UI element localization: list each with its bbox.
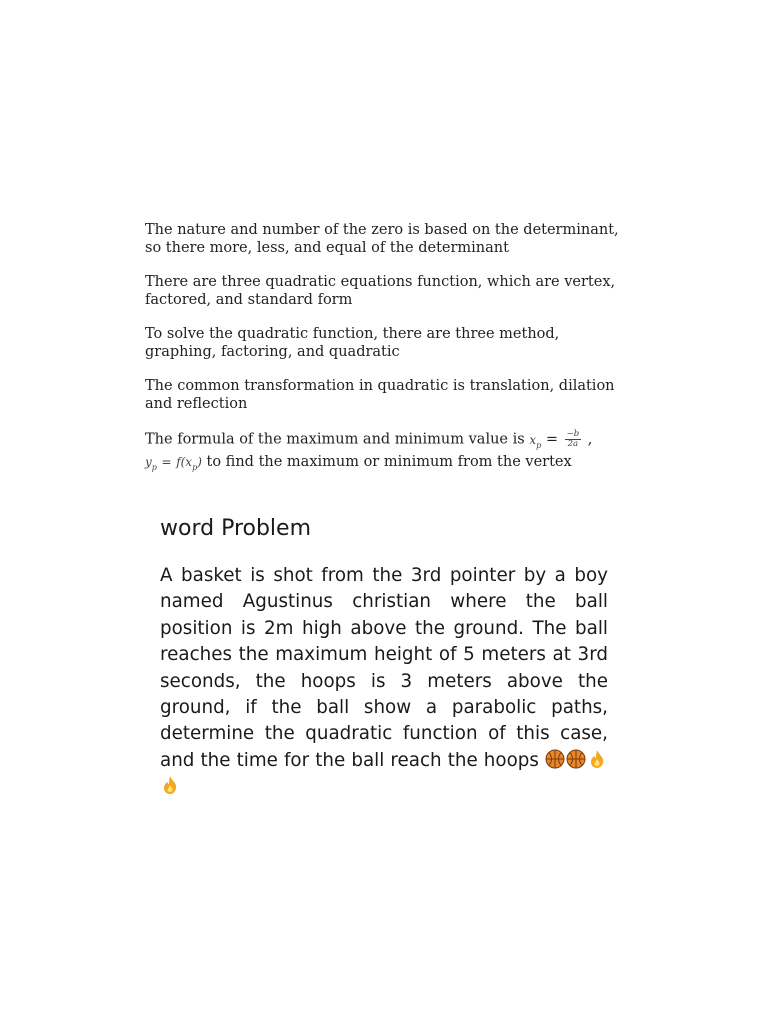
formula-intro: The formula of the maximum and minimum value is [145, 431, 525, 448]
formula-comma: , [587, 431, 593, 448]
note-solving-methods: To solve the quadratic function, there are three method, graphing, factoring, and quadratic [145, 326, 560, 360]
fire-icon [160, 775, 180, 795]
basketball-icon [566, 749, 586, 769]
formula-yp: $y_p$ [145, 455, 157, 472]
formula-equals-2: = [161, 455, 172, 469]
note-determinant: The nature and number of the zero is based on the determinant, so there more, less, and equal of the determinant [145, 222, 619, 256]
formula-fxp: $f(x_p)$ [176, 455, 202, 472]
word-problem-body: A basket is shot from the 3rd pointer by a boy named Agustinus christian where the ball position is 2m high above the ground. The ball reaches the maximum height of 5 meters at 3rd seconds, the hoops is 3 meters above the ground, if the ball show a parabolic paths, determine the quadratic function of this case, and the time for the ball reach the hoops [160, 565, 608, 771]
fire-icon [587, 749, 607, 769]
note-equation-forms: There are three quadratic equations function, which are vertex, factored, and standard form [145, 274, 616, 308]
formula-fraction: $\frac{-b}{2a}$ [566, 429, 580, 449]
basketball-icon [545, 749, 565, 769]
formula-equals: = [545, 431, 558, 448]
word-problem-heading: word Problem [160, 516, 312, 541]
formula-xp: $x_p$ [529, 432, 542, 450]
notes-section [145, 222, 635, 494]
word-problem-text [160, 563, 608, 801]
note-transformations: The common transformation in quadratic is translation, dilation and reflection [145, 378, 615, 412]
formula-outro: to find the maximum or minimum from the vertex [206, 454, 572, 470]
note-max-min-formula [145, 430, 635, 477]
